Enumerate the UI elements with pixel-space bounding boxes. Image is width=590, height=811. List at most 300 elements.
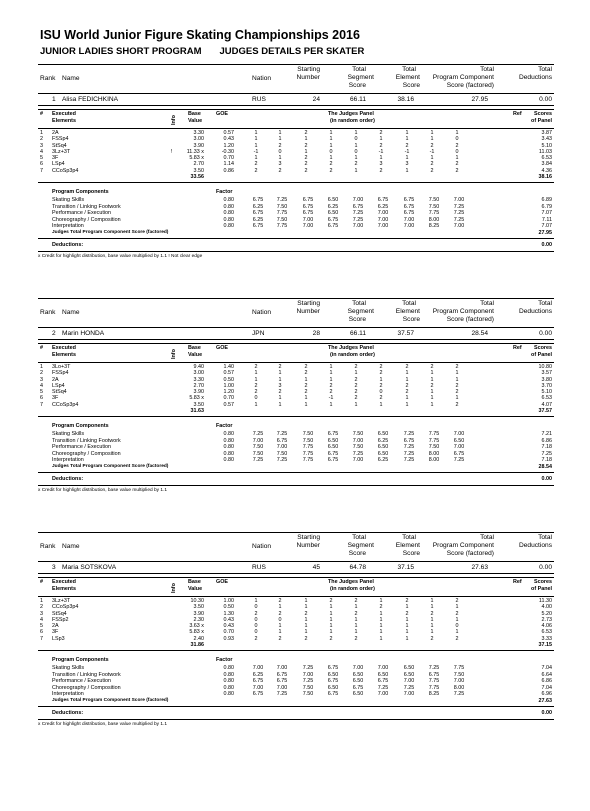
judge-score: 1 <box>278 623 282 630</box>
judge-score: 1 <box>430 130 434 136</box>
num-header: # <box>40 345 43 351</box>
judge-score: 2 <box>304 370 308 377</box>
components-total: 27.63 <box>538 698 552 705</box>
judge-score: 7.25 <box>276 431 288 438</box>
judge-score: 1 <box>430 623 434 630</box>
judge-score: 6.75 <box>403 203 415 210</box>
element-panel-score: 3.57 <box>541 370 552 377</box>
judge-score: 1 <box>430 629 434 636</box>
components-header <box>38 655 554 665</box>
skater-summary-row <box>38 562 554 574</box>
element-panel-score: 3.84 <box>541 161 552 168</box>
skater-rank: 3 <box>52 564 56 571</box>
tss-header-2: Segment <box>347 74 374 81</box>
tss-header-1: Total <box>352 66 366 73</box>
element-goe: 0.43 <box>223 616 234 623</box>
component-name: Skating Skills <box>52 431 85 438</box>
judge-score: 7.25 <box>403 684 415 691</box>
component-row <box>38 197 554 204</box>
components-total: 28.54 <box>538 464 552 471</box>
tss-header-2: Segment <box>347 308 374 315</box>
element-code: CCoSp3p4 <box>52 604 79 611</box>
element-code: StSq4 <box>52 142 67 149</box>
judge-score: 6.25 <box>252 203 264 210</box>
judge-score: 7.75 <box>428 431 440 438</box>
info-header: Info <box>171 349 177 359</box>
judge-score: 8.00 <box>428 216 440 223</box>
judge-score: 6.75 <box>377 197 389 204</box>
element-base-value: 3.50 <box>193 401 204 408</box>
element-number: 1 <box>40 598 43 604</box>
element-panel-score: 2.73 <box>541 616 552 623</box>
judge-score: 1 <box>329 136 333 143</box>
starting-header-2: Number <box>296 542 320 549</box>
executed-header-2: Elements <box>52 352 76 358</box>
element-base-value: 9.40 <box>193 364 204 370</box>
judge-score: 2 <box>379 382 383 389</box>
element-panel-score: 3.87 <box>541 130 552 136</box>
name-header: Name <box>62 543 80 550</box>
judge-score: 1 <box>329 616 333 623</box>
tss-header-3: Score <box>348 82 366 89</box>
component-factor: 0.80 <box>223 671 234 678</box>
base-header-1: Base <box>188 345 201 351</box>
judge-score: 6.75 <box>428 671 440 678</box>
elements-header <box>38 343 554 363</box>
judge-score: 7.25 <box>302 665 314 672</box>
judge-score: 7.00 <box>377 210 389 217</box>
scores-header-1: Scores <box>534 579 552 585</box>
judge-score: 1 <box>354 130 358 136</box>
element-code: 3Lz+3T <box>52 148 71 155</box>
component-factor: 0.80 <box>223 678 234 685</box>
judge-score: 2 <box>254 167 258 174</box>
judge-score: 1 <box>304 401 308 408</box>
judge-score: 1 <box>430 604 434 611</box>
judge-score: 6.25 <box>377 203 389 210</box>
panel-header-2: (in random order) <box>330 118 375 124</box>
judge-score: 0 <box>379 389 383 396</box>
starting-header-2: Number <box>296 308 320 315</box>
judge-score: 2 <box>379 167 383 174</box>
judge-score: 6.75 <box>327 457 339 464</box>
judge-score: 0 <box>278 616 282 623</box>
judge-score: 6.75 <box>252 678 264 685</box>
judge-score: 6.50 <box>352 691 364 698</box>
judge-score: 7.00 <box>252 437 264 444</box>
element-code: FSSp4 <box>52 370 69 377</box>
tes-header-1: Total <box>402 534 416 541</box>
judge-score: 7.50 <box>302 691 314 698</box>
judge-score: 1 <box>254 401 258 408</box>
component-name: Choreography / Composition <box>52 450 121 457</box>
component-name: Skating Skills <box>52 665 85 672</box>
judge-score: 1 <box>455 370 459 377</box>
judge-score: 2 <box>455 142 459 149</box>
factor-label: Factor <box>216 657 233 664</box>
skater-tss: 66.11 <box>349 96 366 103</box>
num-header: # <box>40 111 43 117</box>
element-code: 2A <box>52 623 59 630</box>
skater-header <box>38 532 554 562</box>
judge-score: 1 <box>405 395 409 402</box>
judge-score: 1 <box>354 616 358 623</box>
program-components-label: Program Components <box>52 189 109 196</box>
tes-header-2: Element <box>395 74 420 81</box>
judge-score: 7.50 <box>453 671 465 678</box>
judge-score: 1 <box>329 629 333 636</box>
judge-score: 7.00 <box>453 444 465 451</box>
element-base-value: 11.33 x <box>186 148 204 155</box>
footnote: x Credit for highlight distribution, base value multiplied by 1.1 ! Not clear edge <box>38 254 203 260</box>
judge-score: 0 <box>254 604 258 611</box>
goe-header: GOE <box>216 579 228 585</box>
skater-header <box>38 64 554 94</box>
panel-header-2: (in random order) <box>330 352 375 358</box>
judge-score: 1 <box>329 130 333 136</box>
judge-score: 7.75 <box>302 457 314 464</box>
executed-header-1: Executed <box>52 345 76 351</box>
judge-score: 7.25 <box>453 216 465 223</box>
judge-score: 1 <box>405 136 409 143</box>
judge-score: 1 <box>379 610 383 617</box>
judge-score: 0 <box>455 623 459 630</box>
element-panel-score: 5.10 <box>541 142 552 149</box>
tss-header-2: Segment <box>347 542 374 549</box>
judge-score: 1 <box>430 136 434 143</box>
component-panel-score: 6.86 <box>541 678 552 685</box>
judge-score: 2 <box>455 364 459 370</box>
element-number: 5 <box>40 155 43 162</box>
element-number: 7 <box>40 401 43 408</box>
judge-score: 7.00 <box>276 444 288 451</box>
judge-score: 1 <box>430 401 434 408</box>
component-panel-score: 6.89 <box>541 197 552 204</box>
judge-score: 6.75 <box>327 665 339 672</box>
elements-score-total: 38.16 <box>538 174 552 181</box>
element-number: 2 <box>40 604 43 611</box>
judge-score: 2 <box>455 389 459 396</box>
judge-score: 2 <box>455 401 459 408</box>
judge-score: 7.00 <box>276 684 288 691</box>
judge-score: 1 <box>379 136 383 143</box>
deductions-row <box>38 239 554 252</box>
judge-score: 2 <box>329 167 333 174</box>
judge-score: 2 <box>354 161 358 168</box>
judge-score: 0 <box>455 148 459 155</box>
judge-score: 1 <box>254 155 258 162</box>
elements-list <box>38 597 554 651</box>
judge-score: 2 <box>354 635 358 642</box>
component-panel-score: 6.64 <box>541 671 552 678</box>
judge-score: 2 <box>405 382 409 389</box>
judge-score: 1 <box>405 629 409 636</box>
judge-score: 6.75 <box>327 431 339 438</box>
element-code: FSSp4 <box>52 136 69 143</box>
judge-score: 6.50 <box>352 671 364 678</box>
element-code: 3F <box>52 629 59 636</box>
pcs-header-1: Total <box>480 66 494 73</box>
judge-score: 2 <box>254 161 258 168</box>
judge-score: 7.00 <box>377 223 389 230</box>
judge-score: 1 <box>254 598 258 604</box>
skater-pcs: 27.63 <box>471 564 488 571</box>
judge-score: 2 <box>304 130 308 136</box>
element-panel-score: 6.53 <box>541 629 552 636</box>
judge-score: 1 <box>354 370 358 377</box>
judge-score: 2 <box>455 610 459 617</box>
judge-score: 1 <box>254 130 258 136</box>
pcs-header-3: Score (factored) <box>446 550 494 557</box>
judge-score: 6.75 <box>352 203 364 210</box>
judge-score: 2 <box>329 382 333 389</box>
judge-score: 8.25 <box>428 223 440 230</box>
component-factor: 0.80 <box>223 203 234 210</box>
judge-score: 6.75 <box>302 203 314 210</box>
pcs-header-2: Program Component <box>432 74 494 81</box>
component-panel-score: 7.25 <box>541 450 552 457</box>
judge-score: 1 <box>405 370 409 377</box>
element-code: StSq4 <box>52 389 67 396</box>
judge-score: 2 <box>430 364 434 370</box>
judge-score: 6.25 <box>252 671 264 678</box>
judge-score: 2 <box>254 389 258 396</box>
element-code: 3Lo+3T <box>52 364 71 370</box>
element-panel-score: 10.80 <box>538 364 552 370</box>
component-factor: 0.80 <box>223 197 234 204</box>
component-row <box>38 431 554 438</box>
judge-score: 7.50 <box>302 431 314 438</box>
element-number: 3 <box>40 142 43 149</box>
element-panel-score: 4.00 <box>541 604 552 611</box>
judge-score: 0 <box>254 616 258 623</box>
judge-score: 1 <box>405 167 409 174</box>
component-factor: 0.80 <box>223 457 234 464</box>
judge-score: 6.50 <box>327 210 339 217</box>
elements-total-row <box>38 408 554 417</box>
element-base-value: 2.70 <box>193 161 204 168</box>
judge-score: 7.25 <box>352 450 364 457</box>
component-row <box>38 210 554 217</box>
judge-score: 6.25 <box>252 216 264 223</box>
judge-score: 3 <box>278 382 282 389</box>
program-components-label: Program Components <box>52 657 109 664</box>
element-panel-score: 3.33 <box>541 635 552 642</box>
judge-score: 2 <box>379 604 383 611</box>
skater-ded: 0.00 <box>539 96 552 103</box>
judge-score: 8.00 <box>428 450 440 457</box>
judge-score: 1 <box>304 148 308 155</box>
component-factor: 0.80 <box>223 223 234 230</box>
starting-header-1: Starting <box>297 66 320 73</box>
executed-header-2: Elements <box>52 118 76 124</box>
judge-score: 7.25 <box>403 457 415 464</box>
component-panel-score: 7.21 <box>541 431 552 438</box>
judge-score: 1 <box>430 155 434 162</box>
base-value-total: 31.63 <box>190 408 204 415</box>
element-code: 3F <box>52 395 59 402</box>
tes-header-1: Total <box>402 300 416 307</box>
judge-score: 1 <box>304 616 308 623</box>
element-number: 4 <box>40 616 43 623</box>
judge-score: 0 <box>354 136 358 143</box>
judge-score: 2 <box>405 142 409 149</box>
judge-score: 1 <box>254 136 258 143</box>
elements-list <box>38 363 554 417</box>
skater-name: Maria SOTSKOVA <box>62 564 117 571</box>
element-number: 2 <box>40 370 43 377</box>
elements-header <box>38 109 554 129</box>
ded-header-1: Total <box>538 66 552 73</box>
element-goe: 0.57 <box>223 370 234 377</box>
deductions-label: Deductions: <box>52 242 84 249</box>
judge-score: 7.00 <box>377 216 389 223</box>
judge-score: 2 <box>304 155 308 162</box>
judge-score: 1 <box>354 623 358 630</box>
component-row <box>38 217 554 224</box>
judge-score: 2 <box>304 635 308 642</box>
judge-score: 2 <box>354 364 358 370</box>
judge-score: 7.75 <box>428 210 440 217</box>
judge-score: 2 <box>254 364 258 370</box>
base-header-2: Value <box>188 118 203 124</box>
judge-score: 1 <box>278 401 282 408</box>
panel-header-1: The Judges Panel <box>328 579 374 585</box>
tes-header-2: Element <box>395 308 420 315</box>
judge-score: 2 <box>430 142 434 149</box>
factor-label: Factor <box>216 189 233 196</box>
judge-score: 1 <box>455 629 459 636</box>
element-goe: 0.86 <box>223 167 234 174</box>
ded-header-1: Total <box>538 534 552 541</box>
element-goe: 0.70 <box>223 629 234 636</box>
footnote: x Credit for highlight distribution, base value multiplied by 1.1 <box>38 722 168 728</box>
ded-header-1: Total <box>538 300 552 307</box>
judge-score: 7.25 <box>403 450 415 457</box>
components-total-row <box>38 230 554 239</box>
element-base-value: 5.83 x <box>189 629 204 636</box>
judge-score: 7.25 <box>352 210 364 217</box>
element-base-value: 3.00 <box>193 370 204 377</box>
judge-score: 2 <box>405 598 409 604</box>
component-panel-score: 6.79 <box>541 203 552 210</box>
judge-score: 6.75 <box>453 450 465 457</box>
element-code: CCoSp3p4 <box>52 401 79 408</box>
base-value-total: 31.86 <box>190 642 204 649</box>
component-row <box>38 444 554 451</box>
element-base-value: 5.83 x <box>189 155 204 162</box>
skater-ded: 0.00 <box>539 564 552 571</box>
judge-score: 2 <box>379 130 383 136</box>
pcs-header-2: Program Component <box>432 308 494 315</box>
judge-score: 2 <box>379 364 383 370</box>
element-goe: 1.30 <box>223 610 234 617</box>
tss-header-1: Total <box>352 300 366 307</box>
component-panel-score: 7.18 <box>541 444 552 451</box>
judge-score: 7.25 <box>453 203 465 210</box>
pcs-header-1: Total <box>480 534 494 541</box>
judge-score: 7.75 <box>276 210 288 217</box>
judge-score: 0 <box>455 136 459 143</box>
judge-score: 1 <box>278 376 282 383</box>
judge-score: 7.50 <box>276 203 288 210</box>
executed-header-2: Elements <box>52 586 76 592</box>
judge-score: 2 <box>455 167 459 174</box>
element-base-value: 3.90 <box>193 610 204 617</box>
page-subtitle <box>40 46 364 57</box>
judge-score: 7.25 <box>276 691 288 698</box>
judge-score: 7.25 <box>276 457 288 464</box>
judge-score: 1 <box>379 616 383 623</box>
panel-header-1: The Judges Panel <box>328 345 374 351</box>
judge-score: 1 <box>354 604 358 611</box>
judge-score: 6.50 <box>403 671 415 678</box>
component-panel-score: 6.96 <box>541 691 552 698</box>
scores-header-1: Scores <box>534 345 552 351</box>
judge-score: 2 <box>379 142 383 149</box>
judge-score: 2 <box>329 635 333 642</box>
component-factor: 0.80 <box>223 444 234 451</box>
judge-score: 6.75 <box>352 684 364 691</box>
judge-score: 3 <box>379 161 383 168</box>
components-header <box>38 187 554 197</box>
component-row <box>38 665 554 672</box>
judge-score: 2 <box>354 598 358 604</box>
element-panel-score: 6.53 <box>541 155 552 162</box>
skater-name: Marin HONDA <box>62 330 105 337</box>
judge-score: 0 <box>278 148 282 155</box>
judge-score: 1 <box>354 155 358 162</box>
element-goe: 0.43 <box>223 623 234 630</box>
judge-score: 6.75 <box>276 671 288 678</box>
ded-header-2: Deductions <box>519 74 552 81</box>
tes-header-3: Score <box>402 550 420 557</box>
judge-score: 6.50 <box>352 678 364 685</box>
judge-score: 1 <box>379 623 383 630</box>
judge-score: 6.75 <box>327 691 339 698</box>
judge-score: 1 <box>278 629 282 636</box>
judge-score: 1 <box>405 130 409 136</box>
judge-score: 7.50 <box>252 444 264 451</box>
judge-score: 3 <box>405 161 409 168</box>
num-header: # <box>40 579 43 585</box>
judge-score: 7.25 <box>252 457 264 464</box>
judge-score: 1 <box>329 604 333 611</box>
judge-score: 1 <box>304 136 308 143</box>
judge-score: 7.00 <box>302 223 314 230</box>
skater-nation: JPN <box>252 330 265 337</box>
judge-score: 6.75 <box>377 678 389 685</box>
judge-score: 6.75 <box>302 210 314 217</box>
judge-score: 2 <box>354 395 358 402</box>
judge-score: 1 <box>329 610 333 617</box>
tss-header-3: Score <box>348 316 366 323</box>
judge-score: 1 <box>278 136 282 143</box>
program-components-label: Program Components <box>52 423 109 430</box>
judge-score: 7.25 <box>276 197 288 204</box>
ref-header: Ref <box>513 345 522 351</box>
judge-score: 2 <box>379 395 383 402</box>
skater-pcs: 28.54 <box>471 330 488 337</box>
base-header-2: Value <box>188 586 203 592</box>
component-name: Interpretation <box>52 223 84 230</box>
judge-score: 7.00 <box>403 223 415 230</box>
judge-score: 1 <box>304 623 308 630</box>
element-goe: 0.50 <box>223 604 234 611</box>
element-number: 3 <box>40 610 43 617</box>
judge-score: 3 <box>278 161 282 168</box>
judge-score: 7.75 <box>453 665 465 672</box>
